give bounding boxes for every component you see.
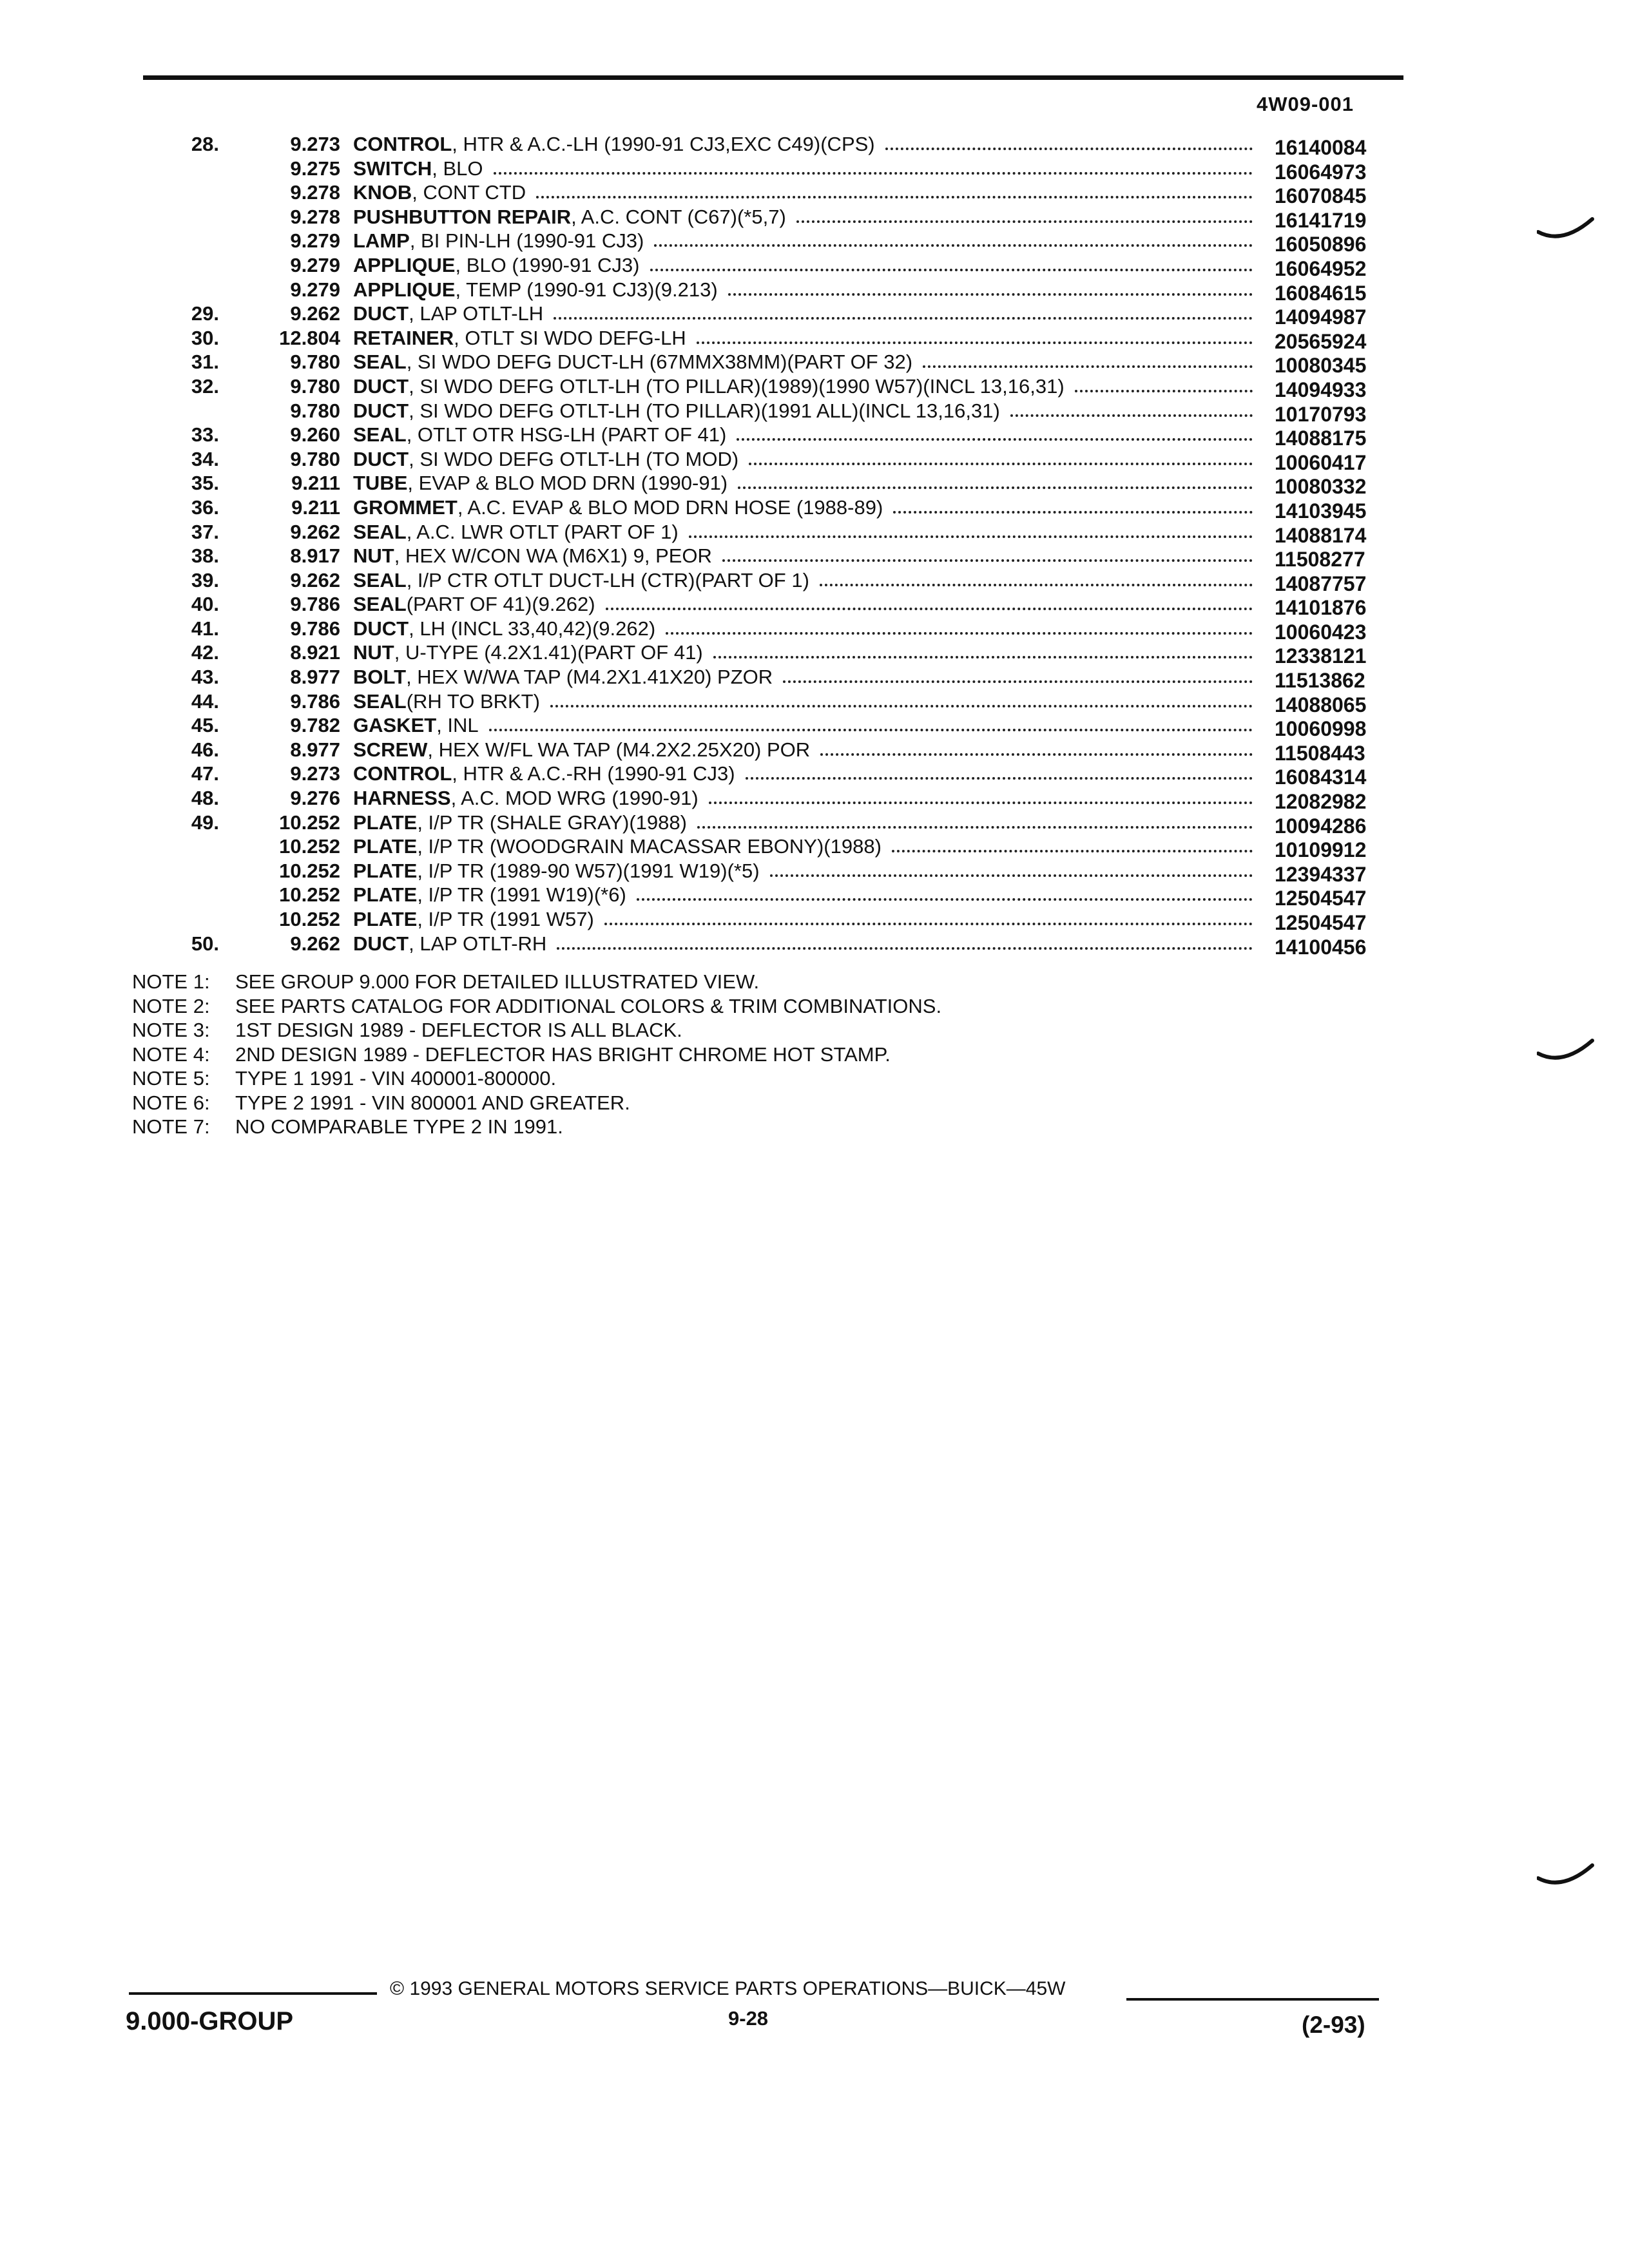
group-number: 9.262 <box>290 520 340 543</box>
part-name: SEAL <box>353 351 407 374</box>
part-row <box>0 520 1629 547</box>
part-number: 10060423 <box>1275 620 1367 644</box>
part-description <box>353 180 1255 205</box>
dot-leader <box>697 326 1253 344</box>
part-name: HARNESS <box>353 787 451 810</box>
note-label: NOTE 4: <box>132 1043 210 1066</box>
part-detail: , I/P TR (1991 W19)(*6) <box>417 883 626 907</box>
part-row <box>0 738 1629 765</box>
part-number: 12504547 <box>1275 887 1367 910</box>
ref-number: 40. <box>191 593 219 616</box>
part-description <box>353 689 1255 714</box>
part-row <box>0 447 1629 472</box>
dot-leader <box>666 617 1253 635</box>
part-description <box>353 495 1255 520</box>
part-detail: , BI PIN-LH (1990-91 CJ3) <box>409 229 644 253</box>
dot-leader <box>722 544 1253 562</box>
footer-rule-right <box>1126 1998 1379 2001</box>
group-number: 9.786 <box>290 593 340 616</box>
binder-hole-mark <box>1537 1859 1595 1891</box>
part-detail: , BLO (1990-91 CJ3) <box>455 253 640 276</box>
ref-number: 28. <box>191 133 219 155</box>
part-name: LAMP <box>353 229 410 253</box>
doc-code: 4W09-001 <box>1257 93 1354 115</box>
group-number: 9.260 <box>290 423 340 447</box>
group-number: 9.780 <box>290 374 340 398</box>
note-item <box>132 994 941 1019</box>
part-number: 14088065 <box>1275 693 1367 716</box>
part-number: 10094286 <box>1275 814 1367 838</box>
part-name: RETAINER <box>353 326 454 349</box>
part-row <box>0 180 1629 208</box>
part-description <box>353 640 1255 665</box>
part-row <box>0 665 1629 693</box>
part-name: PLATE <box>353 908 418 930</box>
part-number: 10080345 <box>1275 354 1367 378</box>
dot-leader <box>892 834 1253 852</box>
group-number: 9.262 <box>290 302 340 325</box>
part-row <box>0 811 1629 838</box>
part-name: SEAL <box>353 689 407 713</box>
group-number: 9.279 <box>290 278 340 301</box>
part-name: SEAL <box>353 520 407 543</box>
part-name: SCREW <box>353 738 428 761</box>
part-detail: , EVAP & BLO MOD DRN (1990-91) <box>407 472 728 495</box>
part-detail: (RH TO BRKT) <box>406 689 540 713</box>
group-number: 9.273 <box>290 762 340 785</box>
part-name: PUSHBUTTON REPAIR <box>353 205 572 228</box>
part-row <box>0 350 1629 378</box>
dot-leader <box>550 689 1253 707</box>
part-row <box>0 471 1629 499</box>
dot-leader <box>1075 374 1253 392</box>
note-label: NOTE 7: <box>132 1115 210 1138</box>
dot-leader <box>1010 399 1253 417</box>
part-description <box>353 253 1255 278</box>
dot-leader <box>820 568 1253 586</box>
part-description <box>353 447 1255 472</box>
ref-number: 36. <box>191 495 219 519</box>
part-name: NUT <box>353 641 394 664</box>
part-name: DUCT <box>353 447 409 470</box>
part-detail: , SI WDO DEFG OTLT-LH (TO MOD) <box>409 447 739 470</box>
dot-leader <box>770 859 1253 877</box>
group-number: 8.921 <box>290 641 340 664</box>
binder-hole-mark <box>1537 1034 1595 1066</box>
part-number: 16084615 <box>1275 281 1367 305</box>
part-description <box>353 520 1255 544</box>
part-row <box>0 762 1629 789</box>
part-name: SEAL <box>353 423 407 447</box>
part-row <box>0 932 1629 959</box>
part-detail: , A.C. CONT (C67)(*5,7) <box>571 205 786 228</box>
notes-list <box>132 970 941 1139</box>
part-detail: , HEX W/CON WA (M6X1) 9, PEOR <box>394 544 712 568</box>
part-number: 10080332 <box>1275 475 1367 499</box>
group-number: 10.252 <box>279 835 340 858</box>
group-number: 9.786 <box>290 689 340 713</box>
ref-number: 43. <box>191 666 219 689</box>
dot-leader <box>697 811 1253 829</box>
part-detail: , I/P TR (SHALE GRAY)(1988) <box>417 811 687 834</box>
part-detail: , I/P TR (1989-90 W57)(1991 W19)(*5) <box>417 859 760 882</box>
part-description <box>353 399 1255 423</box>
part-name: BOLT <box>353 666 407 689</box>
group-number: 10.252 <box>279 883 340 907</box>
part-name: DUCT <box>353 302 409 325</box>
part-name: KNOB <box>353 181 412 204</box>
part-number: 14094933 <box>1275 378 1367 401</box>
ref-number: 45. <box>191 714 219 737</box>
part-row <box>0 544 1629 572</box>
dot-leader <box>604 907 1253 925</box>
part-name: PLATE <box>353 859 418 882</box>
part-number: 20565924 <box>1275 329 1367 353</box>
part-name: DUCT <box>353 374 409 398</box>
footer-rule-left <box>129 1992 377 1995</box>
dot-leader <box>746 762 1253 780</box>
part-name: DUCT <box>353 399 409 422</box>
part-row <box>0 640 1629 668</box>
dot-leader <box>654 229 1253 247</box>
part-description <box>353 713 1255 738</box>
part-number: 14100456 <box>1275 935 1367 959</box>
group-number: 12.804 <box>279 326 340 349</box>
part-detail: , OTLT SI WDO DEFG-LH <box>454 326 686 349</box>
part-number: 14103945 <box>1275 499 1367 523</box>
part-description <box>353 374 1255 399</box>
part-description <box>353 811 1255 835</box>
part-name: DUCT <box>353 617 409 640</box>
part-description <box>353 665 1255 689</box>
part-number: 16084314 <box>1275 765 1367 789</box>
part-description <box>353 157 1255 181</box>
part-number: 12504547 <box>1275 911 1367 934</box>
dot-leader <box>606 592 1253 610</box>
ref-number: 47. <box>191 762 219 785</box>
dot-leader <box>554 302 1253 320</box>
part-description <box>353 762 1255 786</box>
part-row <box>0 786 1629 814</box>
group-number: 8.917 <box>290 544 340 568</box>
part-description <box>353 205 1255 229</box>
part-description <box>353 471 1255 495</box>
part-description <box>353 834 1255 859</box>
part-row <box>0 205 1629 232</box>
note-text: SEE PARTS CATALOG FOR ADDITIONAL COLORS & TRIM COMBINATIONS. <box>235 994 942 1017</box>
part-number: 16064973 <box>1275 160 1367 184</box>
part-number: 16070845 <box>1275 184 1367 208</box>
footer-group-label: 9.000-GROUP <box>126 2007 294 2035</box>
ref-number: 37. <box>191 520 219 543</box>
part-number: 16140084 <box>1275 136 1367 159</box>
part-number: 10109912 <box>1275 838 1367 862</box>
group-number: 9.262 <box>290 932 340 955</box>
part-description <box>353 278 1255 302</box>
part-description <box>353 568 1255 593</box>
ref-number: 50. <box>191 932 219 955</box>
part-row <box>0 253 1629 278</box>
part-row <box>0 229 1629 256</box>
part-detail: , TEMP (1990-91 CJ3)(9.213) <box>455 278 718 301</box>
ref-number: 38. <box>191 544 219 568</box>
part-number: 16141719 <box>1275 208 1367 232</box>
part-number: 14094987 <box>1275 305 1367 329</box>
group-number: 9.211 <box>291 472 340 495</box>
group-number: 8.977 <box>290 738 340 761</box>
note-label: NOTE 6: <box>132 1091 210 1114</box>
part-description <box>353 350 1255 374</box>
group-number: 9.780 <box>290 351 340 374</box>
part-detail: , SI WDO DEFG OTLT-LH (TO PILLAR)(1991 ALL)(INCL 13,16,31) <box>409 399 1000 422</box>
note-label: NOTE 2: <box>132 994 210 1017</box>
dot-leader <box>489 713 1253 731</box>
part-row <box>0 689 1629 714</box>
part-row <box>0 374 1629 399</box>
part-detail: , LH (INCL 33,40,42)(9.262) <box>409 617 656 640</box>
ref-number: 30. <box>191 326 219 349</box>
group-number: 9.786 <box>290 617 340 640</box>
part-row <box>0 834 1629 862</box>
part-detail: , HEX W/FL WA TAP (M4.2X2.25X20) POR <box>427 738 811 761</box>
group-number: 9.279 <box>290 253 340 276</box>
part-description <box>353 229 1255 253</box>
part-number: 10170793 <box>1275 402 1367 426</box>
part-name: GASKET <box>353 714 437 737</box>
dot-leader <box>689 520 1253 538</box>
dot-leader <box>820 738 1253 756</box>
part-detail: , BLO <box>432 157 483 180</box>
dot-leader <box>737 423 1253 441</box>
part-number: 14088175 <box>1275 427 1367 450</box>
part-row <box>0 592 1629 620</box>
part-name: CONTROL <box>353 133 452 155</box>
part-name: PLATE <box>353 835 418 858</box>
part-number: 12394337 <box>1275 862 1367 886</box>
part-number: 11508277 <box>1275 548 1365 572</box>
part-detail: , I/P TR (1991 W57) <box>417 908 594 930</box>
page-number: 9-28 <box>728 2007 769 2030</box>
group-number: 9.780 <box>290 447 340 470</box>
part-detail: , SI WDO DEFG DUCT-LH (67MMX38MM)(PART OF 32) <box>406 351 913 374</box>
note-label: NOTE 5: <box>132 1067 210 1090</box>
dot-leader <box>713 640 1253 658</box>
part-detail: , HTR & A.C.-LH (1990-91 CJ3,EXC C49)(CPS) <box>452 133 875 155</box>
part-number: 16064952 <box>1275 256 1367 280</box>
part-description <box>353 907 1255 932</box>
part-number: 10060417 <box>1275 450 1367 474</box>
part-detail: (PART OF 41)(9.262) <box>406 593 595 616</box>
top-rule <box>143 75 1403 80</box>
part-detail: , SI WDO DEFG OTLT-LH (TO PILLAR)(1989)(1990 W57)(INCL 13,16,31) <box>409 374 1065 398</box>
ref-number: 39. <box>191 568 219 591</box>
ref-number: 31. <box>191 351 219 374</box>
group-number: 9.276 <box>290 787 340 810</box>
note-item <box>132 1043 941 1067</box>
note-item <box>132 1066 941 1091</box>
group-number: 9.278 <box>290 181 340 204</box>
dot-leader <box>893 495 1253 514</box>
part-detail: , HEX W/WA TAP (M4.2X1.41X20) PZOR <box>406 666 773 689</box>
ref-number: 42. <box>191 641 219 664</box>
part-name: SEAL <box>353 568 407 591</box>
part-row <box>0 883 1629 910</box>
dot-leader <box>783 665 1253 683</box>
part-name: SEAL <box>353 593 407 616</box>
ref-number: 41. <box>191 617 219 640</box>
ref-number: 33. <box>191 423 219 447</box>
parts-list <box>0 132 1629 959</box>
part-detail: , A.C. MOD WRG (1990-91) <box>450 787 699 810</box>
part-row <box>0 278 1629 305</box>
ref-number: 49. <box>191 811 219 834</box>
part-name: PLATE <box>353 811 418 834</box>
part-description <box>353 592 1255 617</box>
note-item <box>132 1115 941 1139</box>
note-label: NOTE 1: <box>132 970 210 993</box>
part-description <box>353 132 1255 157</box>
group-number: 9.279 <box>290 229 340 253</box>
dot-leader <box>738 471 1253 489</box>
part-number: 12338121 <box>1275 644 1367 668</box>
note-text: 2ND DESIGN 1989 - DEFLECTOR HAS BRIGHT CHROME HOT STAMP. <box>235 1043 891 1066</box>
note-text: 1ST DESIGN 1989 - DEFLECTOR IS ALL BLACK. <box>235 1019 682 1041</box>
ref-number: 29. <box>191 302 219 325</box>
note-item <box>132 1018 941 1043</box>
group-number: 9.278 <box>290 205 340 228</box>
ref-number: 44. <box>191 689 219 713</box>
part-detail: , OTLT OTR HSG-LH (PART OF 41) <box>406 423 727 447</box>
part-description <box>353 544 1255 568</box>
ref-number: 34. <box>191 447 219 470</box>
revision-date: (2-93) <box>1302 2012 1365 2038</box>
part-detail: , A.C. EVAP & BLO MOD DRN HOSE (1988-89) <box>457 495 883 519</box>
dot-leader <box>749 447 1253 465</box>
part-detail: , LAP OTLT-RH <box>409 932 547 955</box>
part-description <box>353 617 1255 641</box>
group-number: 9.275 <box>290 157 340 180</box>
part-number: 16050896 <box>1275 233 1367 256</box>
part-row <box>0 399 1629 426</box>
part-row <box>0 132 1629 157</box>
part-row <box>0 326 1629 351</box>
dot-leader <box>885 132 1253 150</box>
part-description <box>353 786 1255 811</box>
part-row <box>0 302 1629 329</box>
note-label: NOTE 3: <box>132 1019 210 1041</box>
dot-leader <box>728 278 1253 296</box>
part-description <box>353 859 1255 883</box>
group-number: 9.262 <box>290 568 340 591</box>
note-item <box>132 1091 941 1115</box>
group-number: 9.780 <box>290 399 340 422</box>
dot-leader <box>536 180 1253 198</box>
part-name: APPLIQUE <box>353 253 456 276</box>
part-row <box>0 713 1629 741</box>
part-number: 11508443 <box>1275 741 1365 765</box>
ref-number: 46. <box>191 738 219 761</box>
part-detail: , U-TYPE (4.2X1.41)(PART OF 41) <box>394 641 703 664</box>
part-number: 14088174 <box>1275 523 1367 547</box>
note-item <box>132 970 941 994</box>
part-name: GROMMET <box>353 495 458 519</box>
part-row <box>0 423 1629 450</box>
group-number: 10.252 <box>279 811 340 834</box>
dot-leader <box>796 205 1253 223</box>
ref-number: 48. <box>191 787 219 810</box>
part-number: 11513862 <box>1275 669 1365 693</box>
dot-leader <box>637 883 1253 901</box>
part-description <box>353 302 1255 326</box>
part-name: DUCT <box>353 932 409 955</box>
part-number: 14101876 <box>1275 596 1367 620</box>
dot-leader <box>494 157 1253 175</box>
group-number: 9.273 <box>290 133 340 155</box>
group-number: 9.782 <box>290 714 340 737</box>
dot-leader <box>923 350 1253 368</box>
note-text: TYPE 1 1991 - VIN 400001-800000. <box>235 1067 557 1090</box>
note-text: TYPE 2 1991 - VIN 800001 AND GREATER. <box>235 1091 630 1114</box>
part-detail: , I/P CTR OTLT DUCT-LH (CTR)(PART OF 1) <box>406 568 809 591</box>
part-row <box>0 859 1629 886</box>
part-name: PLATE <box>353 883 418 907</box>
dot-leader <box>650 253 1253 271</box>
group-number: 10.252 <box>279 908 340 930</box>
part-number: 10060998 <box>1275 717 1367 741</box>
part-description <box>353 423 1255 447</box>
part-detail: , CONT CTD <box>412 181 526 204</box>
part-row <box>0 907 1629 932</box>
part-detail: , INL <box>436 714 479 737</box>
part-row <box>0 568 1629 593</box>
part-row <box>0 157 1629 184</box>
part-number: 12082982 <box>1275 790 1367 814</box>
ref-number: 32. <box>191 374 219 398</box>
note-text: NO COMPARABLE TYPE 2 IN 1991. <box>235 1115 563 1138</box>
part-name: TUBE <box>353 472 408 495</box>
group-number: 8.977 <box>290 666 340 689</box>
part-detail: , A.C. LWR OTLT (PART OF 1) <box>406 520 679 543</box>
binder-hole-mark <box>1537 213 1595 245</box>
part-name: NUT <box>353 544 394 568</box>
part-name: SWITCH <box>353 157 432 180</box>
part-row <box>0 495 1629 523</box>
ref-number: 35. <box>191 472 219 495</box>
group-number: 10.252 <box>279 859 340 882</box>
dot-leader <box>557 932 1253 950</box>
part-detail: , LAP OTLT-LH <box>409 302 544 325</box>
part-row <box>0 617 1629 644</box>
part-description <box>353 326 1255 351</box>
part-name: CONTROL <box>353 762 452 785</box>
part-number: 14087757 <box>1275 572 1367 595</box>
note-text: SEE GROUP 9.000 FOR DETAILED ILLUSTRATED VIEW. <box>235 970 760 993</box>
part-description <box>353 883 1255 907</box>
part-description <box>353 738 1255 762</box>
group-number: 9.211 <box>291 495 340 519</box>
part-detail: , I/P TR (WOODGRAIN MACASSAR EBONY)(1988) <box>417 835 882 858</box>
part-description <box>353 932 1255 956</box>
part-name: APPLIQUE <box>353 278 456 301</box>
part-detail: , HTR & A.C.-RH (1990-91 CJ3) <box>452 762 735 785</box>
copyright-text: © 1993 GENERAL MOTORS SERVICE PARTS OPERATIONS—BUICK—45W <box>390 1978 1066 1999</box>
dot-leader <box>709 786 1253 804</box>
